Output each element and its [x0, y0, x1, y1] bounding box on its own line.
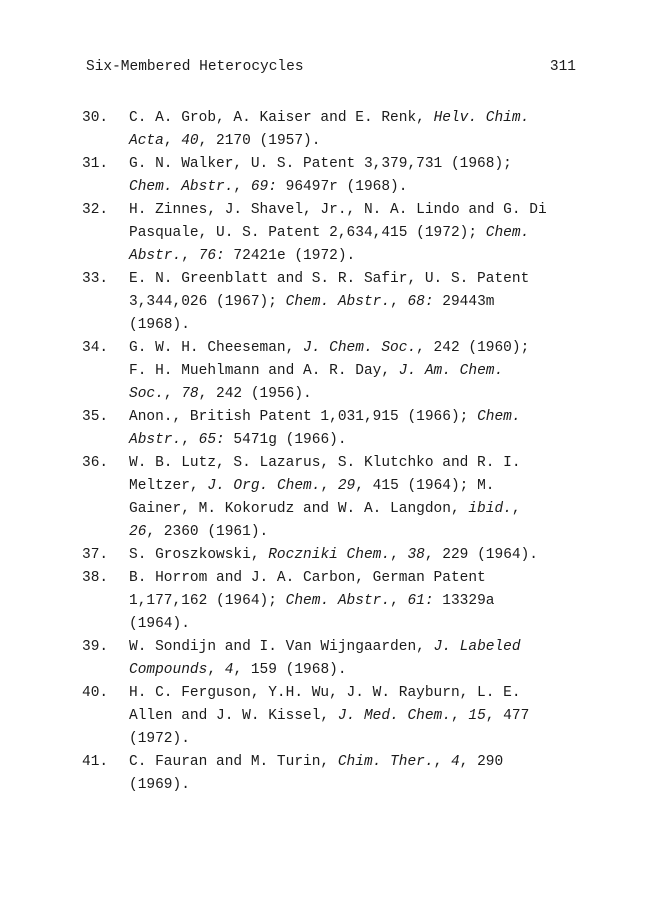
reference-text: 1,177,162 (1964); [129, 593, 286, 609]
reference-number: 36. [82, 455, 109, 471]
reference-text: Pasquale, U. S. Patent 2,634,415 (1972); [129, 225, 486, 241]
reference-line [129, 360, 582, 383]
reference-text: Allen and J. W. Kissel, [129, 708, 338, 724]
reference-text: , [181, 248, 199, 264]
italic-text: Chim. Ther. [337, 754, 434, 770]
reference-line [129, 291, 582, 314]
reference-line [129, 682, 582, 705]
reference-line [129, 475, 582, 498]
reference-line [129, 613, 582, 636]
reference-item [82, 452, 582, 544]
reference-line [129, 705, 582, 728]
italic-text: J. Med. Chem. [337, 708, 451, 724]
italic-text: Chem. [485, 225, 530, 241]
reference-item [82, 268, 582, 337]
reference-item [82, 636, 582, 682]
reference-line [129, 498, 582, 521]
italic-text: Helv. Chim. [433, 110, 530, 126]
italic-text: Roczniki Chem. [268, 547, 391, 563]
chapter-title: Six-Membered Heterocycles [86, 59, 304, 75]
reference-number: 41. [82, 754, 109, 770]
reference-text: G. W. H. Cheeseman, [129, 340, 304, 356]
reference-text: Anon., British Patent 1,031,915 (1966); [129, 409, 478, 425]
reference-number: 40. [82, 685, 109, 701]
page-number: 311 [549, 59, 576, 75]
reference-line [129, 245, 582, 268]
reference-item [82, 751, 582, 797]
reference-number: 39. [82, 639, 109, 655]
italic-text: 40 [181, 133, 199, 149]
reference-line [129, 337, 582, 360]
italic-text: ibid. [468, 501, 512, 517]
reference-item [82, 107, 582, 153]
reference-item [82, 567, 582, 636]
reference-text: E. N. Greenblatt and S. R. Safir, U. S. Patent [129, 271, 530, 287]
reference-text: , 159 (1968). [233, 662, 347, 678]
reference-text: 72421e (1972). [224, 248, 356, 264]
reference-text: 5471g (1966). [224, 432, 347, 448]
reference-text: , [163, 386, 182, 402]
reference-item [82, 682, 582, 751]
reference-line [129, 314, 582, 337]
reference-text: F. H. Muehlmann and A. R. Day, [129, 363, 399, 379]
italic-text: Chem. [477, 409, 521, 425]
reference-text: , 242 (1956). [198, 386, 312, 402]
italic-text: J. Am. Chem. [398, 363, 504, 379]
reference-text: (1972). [129, 731, 190, 747]
reference-text: , [163, 133, 182, 149]
reference-item [82, 337, 582, 406]
reference-number: 30. [82, 110, 109, 126]
reference-text: C. A. Grob, A. Kaiser and E. Renk, [129, 110, 434, 126]
reference-text: , [390, 593, 408, 609]
italic-text: Abstr. [129, 248, 182, 264]
reference-line [129, 567, 582, 590]
italic-text: 4 [224, 662, 234, 678]
italic-text: 29 [337, 478, 356, 494]
italic-text: 38 [407, 547, 425, 563]
reference-text: S. Groszkowski, [129, 547, 269, 563]
reference-line [129, 176, 582, 199]
reference-text: (1969). [129, 777, 190, 793]
reference-number: 31. [82, 156, 109, 172]
reference-number: 34. [82, 340, 109, 356]
italic-text: 78 [181, 386, 199, 402]
reference-text: (1964). [129, 616, 190, 632]
reference-text: Meltzer, [129, 478, 208, 494]
reference-item [82, 199, 582, 268]
italic-text: Compounds [129, 662, 208, 678]
reference-line [129, 406, 582, 429]
reference-item [82, 544, 582, 567]
reference-list [82, 107, 582, 797]
italic-text: Chem. Abstr. [285, 593, 391, 609]
italic-text: 69: [250, 179, 277, 195]
reference-text: H. C. Ferguson, Y.H. Wu, J. W. Rayburn, L. E. [129, 685, 521, 701]
reference-number: 32. [82, 202, 109, 218]
reference-text: , [433, 754, 451, 770]
reference-text: , 229 (1964). [424, 547, 538, 563]
italic-text: Chem. Abstr. [285, 294, 391, 310]
reference-text: W. B. Lutz, S. Lazarus, S. Klutchko and R. I. [129, 455, 521, 471]
reference-line [129, 429, 582, 452]
reference-text: , [390, 294, 408, 310]
reference-text: , [390, 547, 408, 563]
reference-text: 29443m [433, 294, 495, 310]
italic-text: 76: [198, 248, 225, 264]
reference-line [129, 199, 582, 222]
reference-text: , 415 (1964); M. [355, 478, 495, 494]
reference-text: 3,344,026 (1967); [129, 294, 286, 310]
reference-line [129, 452, 582, 475]
reference-number: 33. [82, 271, 109, 287]
reference-text: , [181, 432, 199, 448]
reference-text: C. Fauran and M. Turin, [129, 754, 338, 770]
reference-text: (1968). [129, 317, 190, 333]
reference-line [129, 774, 582, 797]
reference-text: , 242 (1960); [416, 340, 530, 356]
italic-text: 26 [129, 524, 147, 540]
reference-text: , [320, 478, 338, 494]
reference-text: , 477 [485, 708, 530, 724]
italic-text: 65: [198, 432, 225, 448]
reference-line [129, 590, 582, 613]
reference-text: B. Horrom and J. A. Carbon, German Patent [129, 570, 486, 586]
reference-line [129, 659, 582, 682]
reference-text: , [233, 179, 251, 195]
italic-text: Acta [129, 133, 164, 149]
reference-number: 37. [82, 547, 109, 563]
reference-line [129, 636, 582, 659]
reference-text: , [511, 501, 521, 517]
italic-text: 15 [468, 708, 486, 724]
reference-text: W. Sondijn and I. Van Wijngaarden, [129, 639, 434, 655]
italic-text: Chem. Abstr. [129, 179, 234, 195]
reference-line [129, 383, 582, 406]
reference-line [129, 544, 582, 567]
italic-text: J. Org. Chem. [207, 478, 321, 494]
reference-line [129, 130, 582, 153]
italic-text: J. Labeled [433, 639, 521, 655]
italic-text: Abstr. [129, 432, 182, 448]
italic-text: Soc. [129, 386, 164, 402]
italic-text: 68: [407, 294, 434, 310]
reference-line [129, 751, 582, 774]
reference-item [82, 153, 582, 199]
running-head [86, 57, 576, 77]
reference-line [129, 268, 582, 291]
reference-text: Gainer, M. Kokorudz and W. A. Langdon, [129, 501, 469, 517]
italic-text: 61: [407, 593, 434, 609]
reference-text: 96497r (1968). [276, 179, 408, 195]
italic-text: 4 [450, 754, 460, 770]
reference-text: 13329a [433, 593, 495, 609]
reference-text: , 2360 (1961). [146, 524, 269, 540]
reference-text: G. N. Walker, U. S. Patent 3,379,731 (1968); [129, 156, 512, 172]
reference-text: , [450, 708, 469, 724]
reference-text: , [207, 662, 225, 678]
reference-line [129, 107, 582, 130]
reference-line [129, 222, 582, 245]
reference-text: H. Zinnes, J. Shavel, Jr., N. A. Lindo and G. Di [129, 202, 547, 218]
reference-text: , 290 [459, 754, 504, 770]
reference-item [82, 406, 582, 452]
reference-line [129, 521, 582, 544]
italic-text: J. Chem. Soc. [303, 340, 417, 356]
reference-text: , 2170 (1957). [198, 133, 321, 149]
reference-line [129, 728, 582, 751]
reference-number: 38. [82, 570, 109, 586]
reference-line [129, 153, 582, 176]
reference-number: 35. [82, 409, 109, 425]
